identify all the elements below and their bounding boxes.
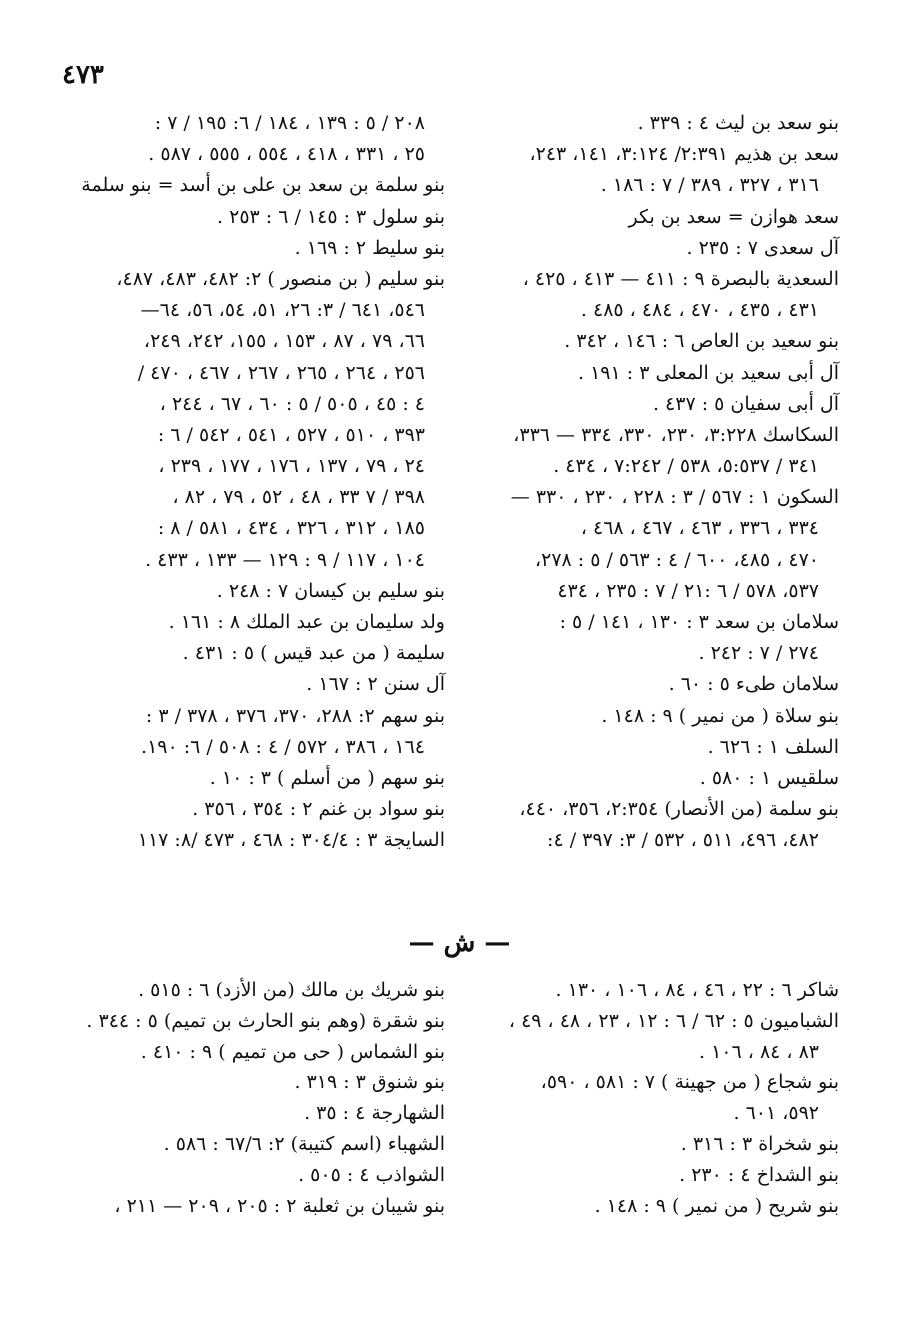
index-line: ٥٩٢، ٦٠١ .: [733, 1102, 819, 1125]
index-line: بنو سواد بن غنم ٢ : ٣٥٤ ، ٣٥٦ .: [192, 798, 445, 821]
index-line: السايجة ٣ : ٣٠٤/٤ : ٤٦٨ ، ٤٧٣ /٨: ١١٧: [137, 829, 445, 852]
index-line: الشواذب ٤ : ٥٠٥ .: [298, 1163, 445, 1186]
index-line: بنو الشماس ( حى من تميم ) ٩ : ٤١٠ .: [140, 1040, 445, 1063]
index-line: ٢٠٨ / ٥ : ١٣٩ ، ١٨٤ / ٦: ١٩٥ / ٧ :: [154, 112, 425, 134]
index-line: الشهباء (اسم كتيبة) ٢: ٦٧/٦ : ٥٨٦ .: [163, 1132, 445, 1155]
index-line: السكاسك ٣:٢٢٨، ٢٣٠، ٣٣٠، ٣٣٤ — ٣٣٦،: [513, 423, 839, 446]
index-column-bottom-left: [75, 975, 445, 1221]
index-line: بنو شقرة (وهم بنو الحارث بن تميم) ٥ : ٣٤٤ .: [86, 1009, 445, 1032]
index-line: آل أبى سعيد بن المعلى ٣ : ١٩١ .: [578, 361, 839, 384]
index-line: بنو شجاع ( من جهينة ) ٧ : ٥٨١ ، ٥٩٠،: [540, 1071, 839, 1094]
index-line: ٣٤١ / ٥:٥٣٧، ٥٣٨ / ٧:٢٤٢ ، ٤٣٤ .: [553, 455, 819, 478]
index-line: السعدية بالبصرة ٩ : ٤١١ — ٤١٣ ، ٤٢٥ ،: [522, 267, 839, 290]
index-line: ١٨٥ ، ٣١٢ ، ٣٢٦ ، ٤٣٤ ، ٥٨١ / ٨ :: [157, 517, 425, 540]
index-line: ٣٣٤ ، ٣٣٦ ، ٤٦٣ ، ٤٦٧ ، ٤٦٨ ،: [580, 517, 819, 540]
index-line: بنو شريك بن مالك (من الأزد) ٦ : ٥١٥ .: [138, 979, 445, 1001]
index-line: ٣٩٣ ، ٥١٠ ، ٥٢٧ ، ٥٤١ ، ٥٤٢ / ٦ :: [157, 423, 425, 446]
index-line: ٤ : ٤٥ ، ٥٠٥ / ٥ : ٦٠ ، ٦٧ ، ٢٤٤ ،: [159, 392, 425, 415]
index-line: ٤٨٢، ٤٩٦، ٥١١ ، ٥٣٢ / ٣: ٣٩٧ / ٤:: [547, 829, 819, 852]
index-line: بنو سليم ( بن منصور ) ٢: ٤٨٢، ٤٨٣، ٤٨٧،: [116, 267, 445, 290]
index-column-top-left: [75, 108, 445, 857]
index-line: بنو سلمة (من الأنصار) ٢:٣٥٤، ٣٥٦، ٤٤٠،: [519, 798, 839, 821]
index-line: آل أبى سفيان ٥ : ٤٣٧ .: [652, 392, 839, 415]
index-line: الشباميون ٥ : ٦٢ / ٦ : ١٢ ، ٢٣ ، ٤٨ ، ٤٩ ،: [508, 1009, 839, 1032]
index-column-bottom-right: [479, 975, 839, 1221]
index-line: بنو سليط ٢ : ١٦٩ .: [294, 236, 445, 259]
index-line: سعد بن هذيم ٢:٣٩١/ ٣:١٢٤، ١٤١، ٢٤٣،: [529, 143, 839, 166]
index-line: سلامان بن سعد ٣ : ١٣٠ ، ١٤١ / ٥ :: [559, 611, 839, 633]
index-line: آل سعدى ٧ : ٢٣٥ .: [686, 236, 839, 259]
index-line: بنو شنوق ٣ : ٣١٩ .: [294, 1071, 445, 1094]
index-line: بنو سلاة ( من نمير ) ٩ : ١٤٨ .: [601, 704, 839, 727]
index-line: ٤٧٠ ، ٤٨٥، ٦٠٠ / ٤ : ٥٦٣ / ٥ : ٢٧٨،: [534, 548, 819, 571]
index-line: بنو سهم ( من أسلم ) ٣ : ١٠ .: [209, 766, 445, 789]
index-line: ٤٣١ ، ٤٣٥ ، ٤٧٠ ، ٤٨٤ ، ٤٨٥ .: [580, 299, 819, 322]
index-line: ٢٥٦ ، ٢٦٤ ، ٢٦٥ ، ٢٦٧ ، ٤٦٧ ، ٤٧٠ /: [137, 361, 425, 384]
index-line: ٢٧٤ / ٧ : ٢٤٢ .: [698, 642, 819, 665]
index-line: سليمة ( من عبد قيس ) ٥ : ٤٣١ .: [182, 642, 445, 665]
index-line: بنو سليم بن كيسان ٧ : ٢٤٨ .: [216, 579, 445, 602]
index-line: ١٦٤ ، ٣٨٦ ، ٥٧٢ / ٤ : ٥٠٨ / ٦: ١٩٠.: [141, 735, 425, 758]
index-line: آل سنن ٢ : ١٦٧ .: [306, 673, 445, 696]
index-line: بنو شريح ( من نمير ) ٩ : ١٤٨ .: [594, 1194, 839, 1217]
index-line: ٨٣ ، ٨٤ ، ١٠٦ .: [699, 1040, 819, 1063]
index-line: ٢٥ ، ٣٣١ ، ٤١٨ ، ٥٥٤ ، ٥٥٥ ، ٥٨٧ .: [148, 143, 425, 166]
index-line: بنو سهم ٢: ٢٨٨، ٣٧٠، ٣٧٦ ، ٣٧٨ / ٣ :: [145, 704, 445, 727]
index-line: بنو سلمة بن سعد بن على بن أسد = بنو سلمة: [81, 174, 445, 197]
index-line: ٢٤ ، ٧٩ ، ١٣٧ ، ١٧٦ ، ١٧٧ ، ٢٣٩ ،: [158, 455, 425, 478]
index-line: ٣١٦ ، ٣٢٧ ، ٣٨٩ / ٧ : ١٨٦ .: [600, 174, 819, 197]
index-line: بنو سلول ٣ : ١٤٥ / ٦ : ٢٥٣ .: [217, 205, 445, 228]
index-line: شاكر ٦ : ٢٢ ، ٤٦ ، ٨٤ ، ١٠٦ ، ١٣٠ .: [555, 979, 839, 1001]
index-line: بنو شيبان بن ثعلبة ٢ : ٢٠٥ ، ٢٠٩ — ٢١١ ،: [114, 1194, 445, 1217]
index-line: بنو شخراة ٣ : ٣١٦ .: [680, 1132, 839, 1155]
index-line: سلامان طىء ٥ : ٦٠ .: [668, 673, 839, 696]
index-line: بنو سعد بن ليث ٤ : ٣٣٩ .: [637, 112, 839, 134]
page-number: ٤٧٣: [62, 60, 104, 90]
index-line: السلف ١ : ٦٢٦ .: [707, 735, 839, 758]
index-line: السكون ١ : ٥٦٧ / ٣ : ٢٢٨ ، ٢٣٠ ، ٣٣٠ —: [510, 486, 839, 509]
index-line: ٦٦، ٧٩ ، ٨٧ ، ١٥٣ ، ١٥٥، ٢٤٢، ٢٤٩،: [143, 330, 425, 353]
index-line: ٣٩٨ / ٧ ٣٣ ، ٤٨ ، ٥٢ ، ٧٩ ، ٨٢ ،: [172, 486, 425, 509]
index-line: ولد سليمان بن عبد الملك ٨ : ١٦١ .: [168, 611, 445, 633]
index-column-top-right: [479, 108, 839, 857]
index-line: ٥٣٧، ٥٧٨ / ٦ :٢١ / ٧ : ٢٣٥ ، ٤٣٤: [557, 579, 819, 602]
index-line: ١٠٤ ، ١١٧ / ٩ : ١٢٩ — ١٣٣ ، ٤٣٣ .: [145, 548, 425, 571]
index-line: بنو سعيد بن العاص ٦ : ١٤٦ ، ٣٤٢ .: [564, 330, 839, 353]
index-line: الشهارجة ٤ : ٣٥ .: [304, 1102, 445, 1125]
index-line: بنو الشداخ ٤ : ٢٣٠ .: [679, 1163, 839, 1186]
index-line: ٥٤٦، ٦٤١ / ٣: ٢٦، ٥١، ٥٤، ٥٦، ٦٤—: [140, 299, 425, 322]
index-line: سعد هوازن = سعد بن بكر: [628, 205, 839, 228]
section-letter-heading: — ش —: [408, 928, 511, 958]
index-line: سلقيس ١ : ٥٨٠ .: [699, 766, 839, 789]
